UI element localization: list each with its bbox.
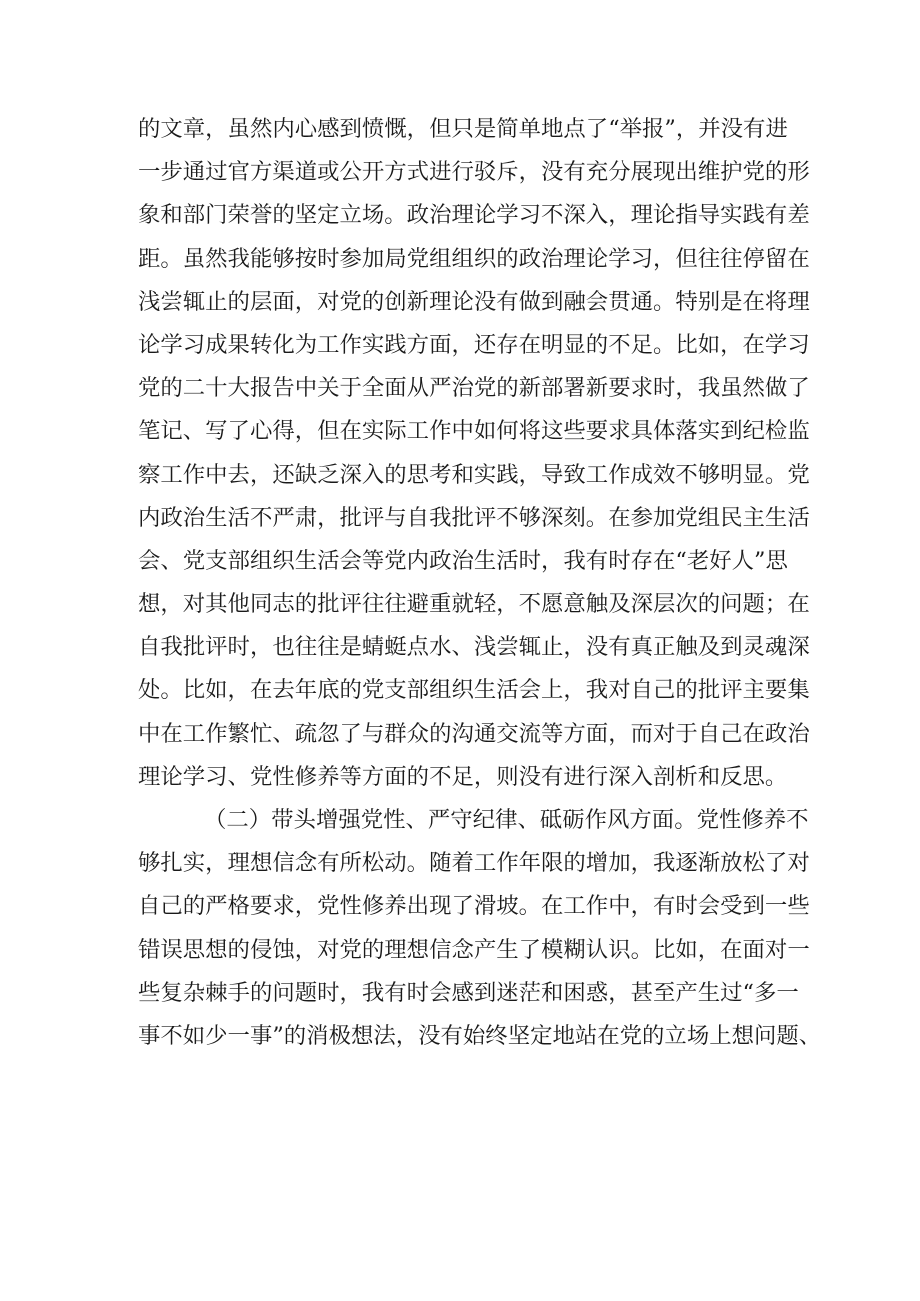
text-line: 察工作中去，还缺乏深入的思考和实践，导致工作成效不够明显。党 — [138, 461, 810, 488]
text-line: 想，对其他同志的批评往往避重就轻，不愿意触及深层次的问题；在 — [138, 591, 810, 618]
body-text — [138, 108, 822, 1058]
section-heading-line: （二）带头增强党性、严守纪律、砥砺作风方面。党性修养不 — [204, 807, 809, 833]
text-line: 处。比如，在去年底的党支部组织生活会上，我对自己的批评主要集 — [138, 677, 810, 704]
text-line: 错误思想的侵蚀，对党的理想信念产生了模糊认识。比如，在面对一 — [138, 936, 810, 963]
text-line: 内政治生活不严肃，批评与自我批评不够深刻。在参加党组民主生活 — [138, 504, 810, 531]
text-line: 浅尝辄止的层面，对党的创新理论没有做到融会贯通。特别是在将理 — [138, 288, 810, 315]
text-line: 会、党支部组织生活会等党内政治生活时，我有时存在“老好人”思 — [138, 547, 788, 574]
text-line: 一步通过官方渠道或公开方式进行驳斥，没有充分展现出维护党的形 — [138, 159, 810, 186]
text-line: 笔记、写了心得，但在实际工作中如何将这些要求具体落实到纪检监 — [138, 418, 810, 445]
paragraph-last-line: 理论学习、党性修养等方面的不足，则没有进行深入剖析和反思。 — [138, 763, 788, 790]
text-line: 论学习成果转化为工作实践方面，还存在明显的不足。比如，在学习 — [138, 331, 810, 358]
text-line: 事不如少一事”的消极想法，没有始终坚定地站在党的立场上想问题、 — [138, 1022, 822, 1049]
text-line: 距。虽然我能够按时参加局党组组织的政治理论学习，但往往停留在 — [138, 245, 810, 272]
text-line: 党的二十大报告中关于全面从严治党的新部署新要求时，我虽然做了 — [138, 375, 810, 402]
text-line: 自己的严格要求，党性修养出现了滑坡。在工作中，有时会受到一些 — [138, 893, 810, 920]
text-line: 的文章，虽然内心感到愤慨，但只是简单地点了“举报”，并没有进 — [138, 116, 788, 142]
text-line: 些复杂棘手的问题时，我有时会感到迷茫和困惑，甚至产生过“多一 — [138, 979, 799, 1006]
text-line: 象和部门荣誉的坚定立场。政治理论学习不深入，理论指导实践有差 — [138, 202, 810, 229]
text-line: 够扎实，理想信念有所松动。随着工作年限的增加，我逐渐放松了对 — [138, 850, 810, 877]
text-line: 自我批评时，也往往是蜻蜓点水、浅尝辄止，没有真正触及到灵魂深 — [138, 634, 810, 661]
text-line: 中在工作繁忙、疏忽了与群众的沟通交流等方面，而对于自己在政治 — [138, 720, 810, 747]
